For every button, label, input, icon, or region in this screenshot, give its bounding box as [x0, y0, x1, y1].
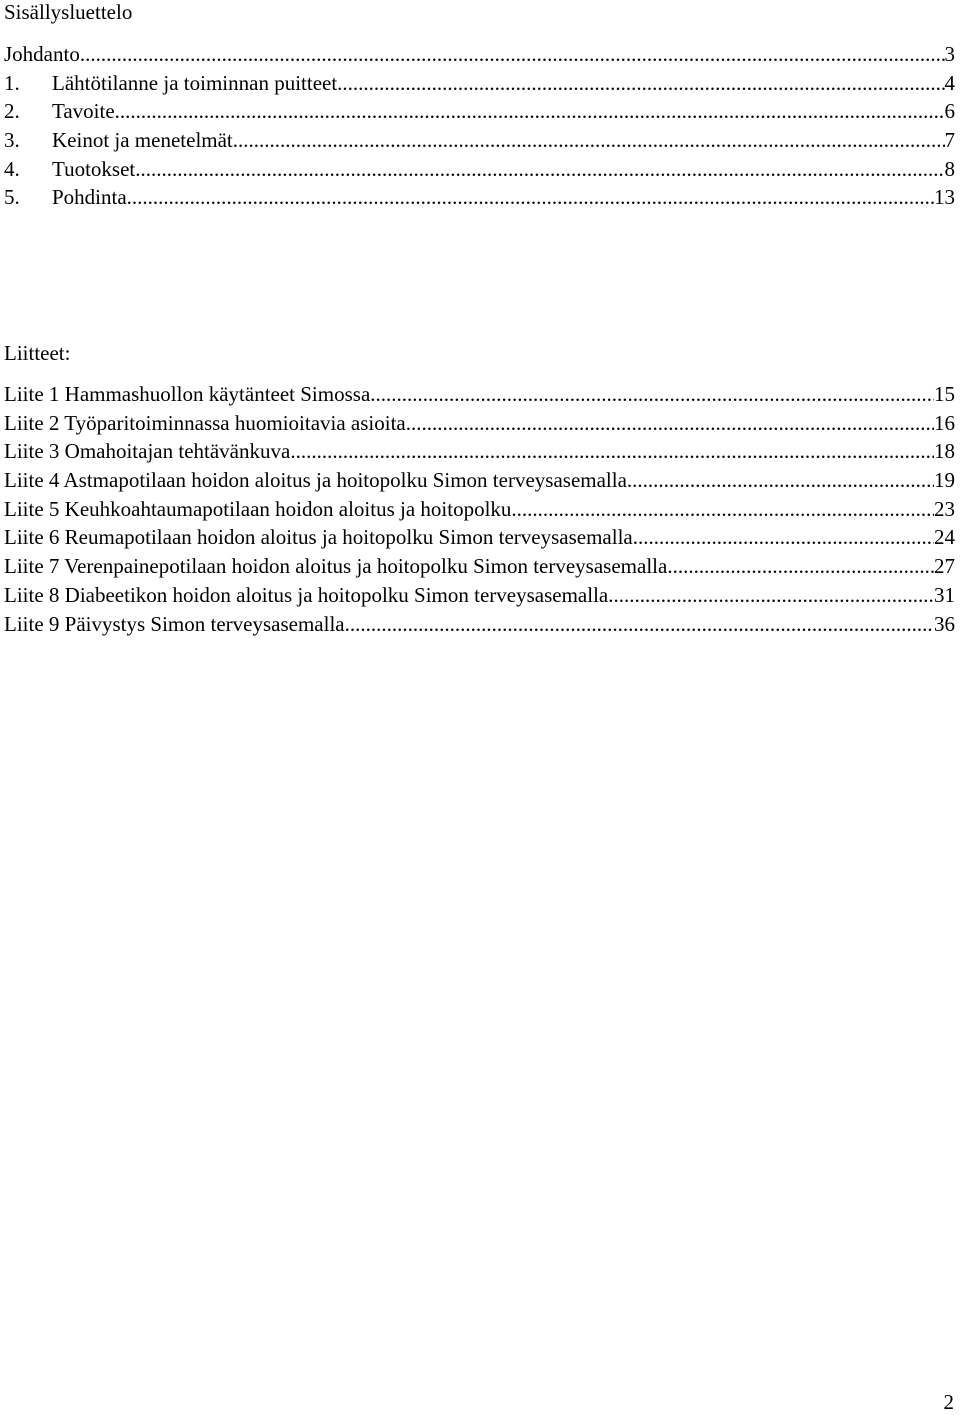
appendix-entry-6[interactable] [4, 524, 955, 553]
page-title: Sisällysluettelo [4, 0, 133, 24]
appendix-entry-page: 19 [934, 468, 955, 493]
toc-entry-number: 1. [4, 70, 20, 95]
appendix-entry-label: Liite 4 Astmapotilaan hoidon aloitus ja hoitopolku Simon terveysasemalla [4, 468, 627, 493]
dot-leader [633, 524, 934, 550]
appendix-entry-2[interactable] [4, 410, 955, 439]
appendix-entry-label: Liite 9 Päivystys Simon terveysasemalla [4, 611, 345, 636]
toc-entry-number: 3. [4, 128, 20, 153]
appendix-entry-page: 16 [934, 410, 955, 435]
appendix-entry-label: Liite 3 Omahoitajan tehtävänkuva [4, 439, 291, 464]
toc-entry-page: 6 [944, 99, 955, 124]
dot-leader [115, 98, 945, 124]
appendix-entry-3[interactable] [4, 438, 955, 467]
appendix-entry-5[interactable] [4, 496, 955, 525]
toc-entry-label: Pohdinta [52, 185, 127, 210]
dot-leader [80, 41, 945, 67]
appendix-entry-page: 24 [934, 525, 955, 550]
appendix-entry-7[interactable] [4, 553, 955, 582]
appendix-entry-page: 23 [934, 496, 955, 521]
dot-leader [233, 127, 945, 153]
dot-leader [337, 70, 944, 96]
toc-entry-label: Keinot ja menetelmät [52, 128, 233, 153]
dot-leader [135, 156, 944, 182]
toc-entry-number: 4. [4, 156, 20, 181]
dot-leader [511, 496, 934, 522]
toc-entry-label: Lähtötilanne ja toiminnan puitteet [52, 70, 338, 95]
appendix-entry-label: Liite 2 Työparitoiminnassa huomioitavia asioita [4, 410, 406, 435]
dot-leader [290, 438, 934, 464]
dot-leader [127, 184, 934, 210]
toc-entry-page: 7 [944, 128, 955, 153]
toc-entry-pohdinta[interactable] [4, 184, 955, 213]
toc-entry-tavoite[interactable] [4, 98, 955, 127]
appendix-entry-label: Liite 7 Verenpainepotilaan hoidon aloitus ja hoitopolku Simon terveysasemalla [4, 554, 668, 579]
toc-entry-label: Johdanto [4, 42, 80, 66]
appendix-entry-label: Liite 8 Diabeetikon hoidon aloitus ja hoitopolku Simon terveysasemalla [4, 582, 609, 607]
appendix-entry-label: Liite 6 Reumapotilaan hoidon aloitus ja hoitopolku Simon terveysasemalla [4, 525, 633, 550]
toc-entry-number: 5. [4, 185, 20, 210]
appendix-entry-label: Liite 1 Hammashuollon käytänteet Simossa [4, 382, 371, 406]
appendix-list [4, 381, 955, 639]
dot-leader [627, 467, 934, 493]
toc-entry-page: 4 [944, 70, 955, 95]
appendix-entry-page: 18 [934, 439, 955, 464]
appendix-entry-8[interactable] [4, 582, 955, 611]
dot-leader [608, 582, 934, 608]
dot-leader [370, 381, 934, 407]
toc-entry-page: 3 [944, 42, 955, 66]
dot-leader [345, 611, 934, 637]
toc-entry-label: Tuotokset [52, 156, 136, 181]
appendix-entry-1[interactable] [4, 381, 955, 410]
toc-entry-johdanto[interactable] [4, 41, 955, 70]
toc-entry-label: Tavoite [52, 99, 115, 124]
toc-entry-lahtotilanne[interactable] [4, 70, 955, 99]
toc-entry-page: 13 [934, 185, 955, 210]
appendices-heading: Liitteet: [4, 341, 71, 365]
toc-entry-page: 8 [944, 156, 955, 181]
appendix-entry-label: Liite 5 Keuhkoahtaumapotilaan hoidon aloitus ja hoitopolku [4, 496, 512, 521]
dot-leader [667, 553, 934, 579]
page-number: 2 [943, 1390, 954, 1414]
toc-entry-tuotokset[interactable] [4, 156, 955, 185]
appendix-entry-page: 15 [934, 382, 955, 406]
table-of-contents [4, 41, 955, 213]
dot-leader [406, 410, 934, 436]
toc-entry-keinot[interactable] [4, 127, 955, 156]
appendix-entry-page: 31 [934, 582, 955, 607]
appendix-entry-page: 36 [934, 611, 955, 636]
toc-entry-number: 2. [4, 99, 20, 124]
appendix-entry-page: 27 [934, 554, 955, 579]
appendix-entry-9[interactable] [4, 611, 955, 640]
appendix-entry-4[interactable] [4, 467, 955, 496]
